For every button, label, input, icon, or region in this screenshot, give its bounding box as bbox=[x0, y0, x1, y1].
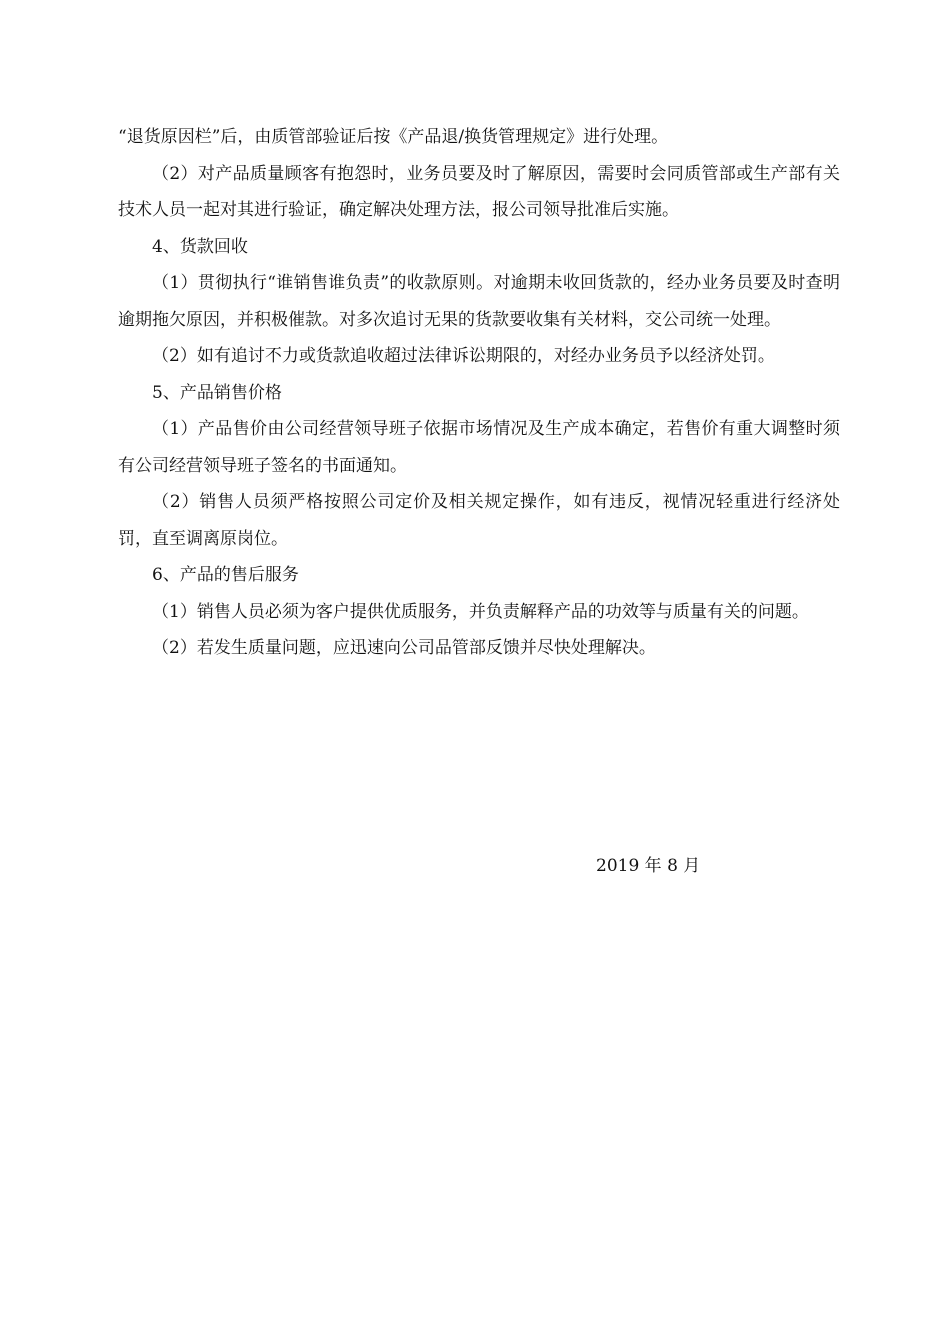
paragraph-item: （1）销售人员必须为客户提供优质服务，并负责解释产品的功效等与质量有关的问题。 bbox=[152, 601, 809, 622]
section-heading: 6、产品的售后服务 bbox=[152, 565, 299, 585]
paragraph-item: （1）贯彻执行“谁销售谁负责”的收款原则。对逾期未收回货款的，经办业务员要及时查明逾期拖欠原因，并积极催款。对多次追讨无果的货款要收集有关材料，交公司统一处理。 bbox=[118, 273, 840, 330]
document-date: 2019 年 8 月 bbox=[596, 856, 701, 876]
paragraph-item: （2）销售人员须严格按照公司定价及相关规定操作，如有违反，视情况轻重进行经济处罚，直至调离原岗位。 bbox=[118, 492, 840, 549]
paragraph-item: （2）若发生质量问题，应迅速向公司品管部反馈并尽快处理解决。 bbox=[152, 638, 656, 658]
document-body bbox=[118, 119, 840, 667]
section-heading: 5、产品销售价格 bbox=[152, 382, 282, 403]
paragraph-continuation: “退货原因栏”后，由质管部验证后按《产品退/换货管理规定》进行处理。 bbox=[118, 127, 669, 147]
section-heading: 4、货款回收 bbox=[152, 236, 248, 257]
paragraph-item: （1）产品售价由公司经营领导班子依据市场情况及生产成本确定，若售价有重大调整时须有公司经营领导班子签名的书面通知。 bbox=[118, 419, 840, 476]
paragraph-item: （2）对产品质量顾客有抱怨时，业务员要及时了解原因，需要时会同质管部或生产部有关技术人员一起对其进行验证，确定解决处理方法，报公司领导批准后实施。 bbox=[118, 163, 840, 220]
paragraph-item: （2）如有追讨不力或货款追收超过法律诉讼期限的，对经办业务员予以经济处罚。 bbox=[152, 346, 775, 366]
